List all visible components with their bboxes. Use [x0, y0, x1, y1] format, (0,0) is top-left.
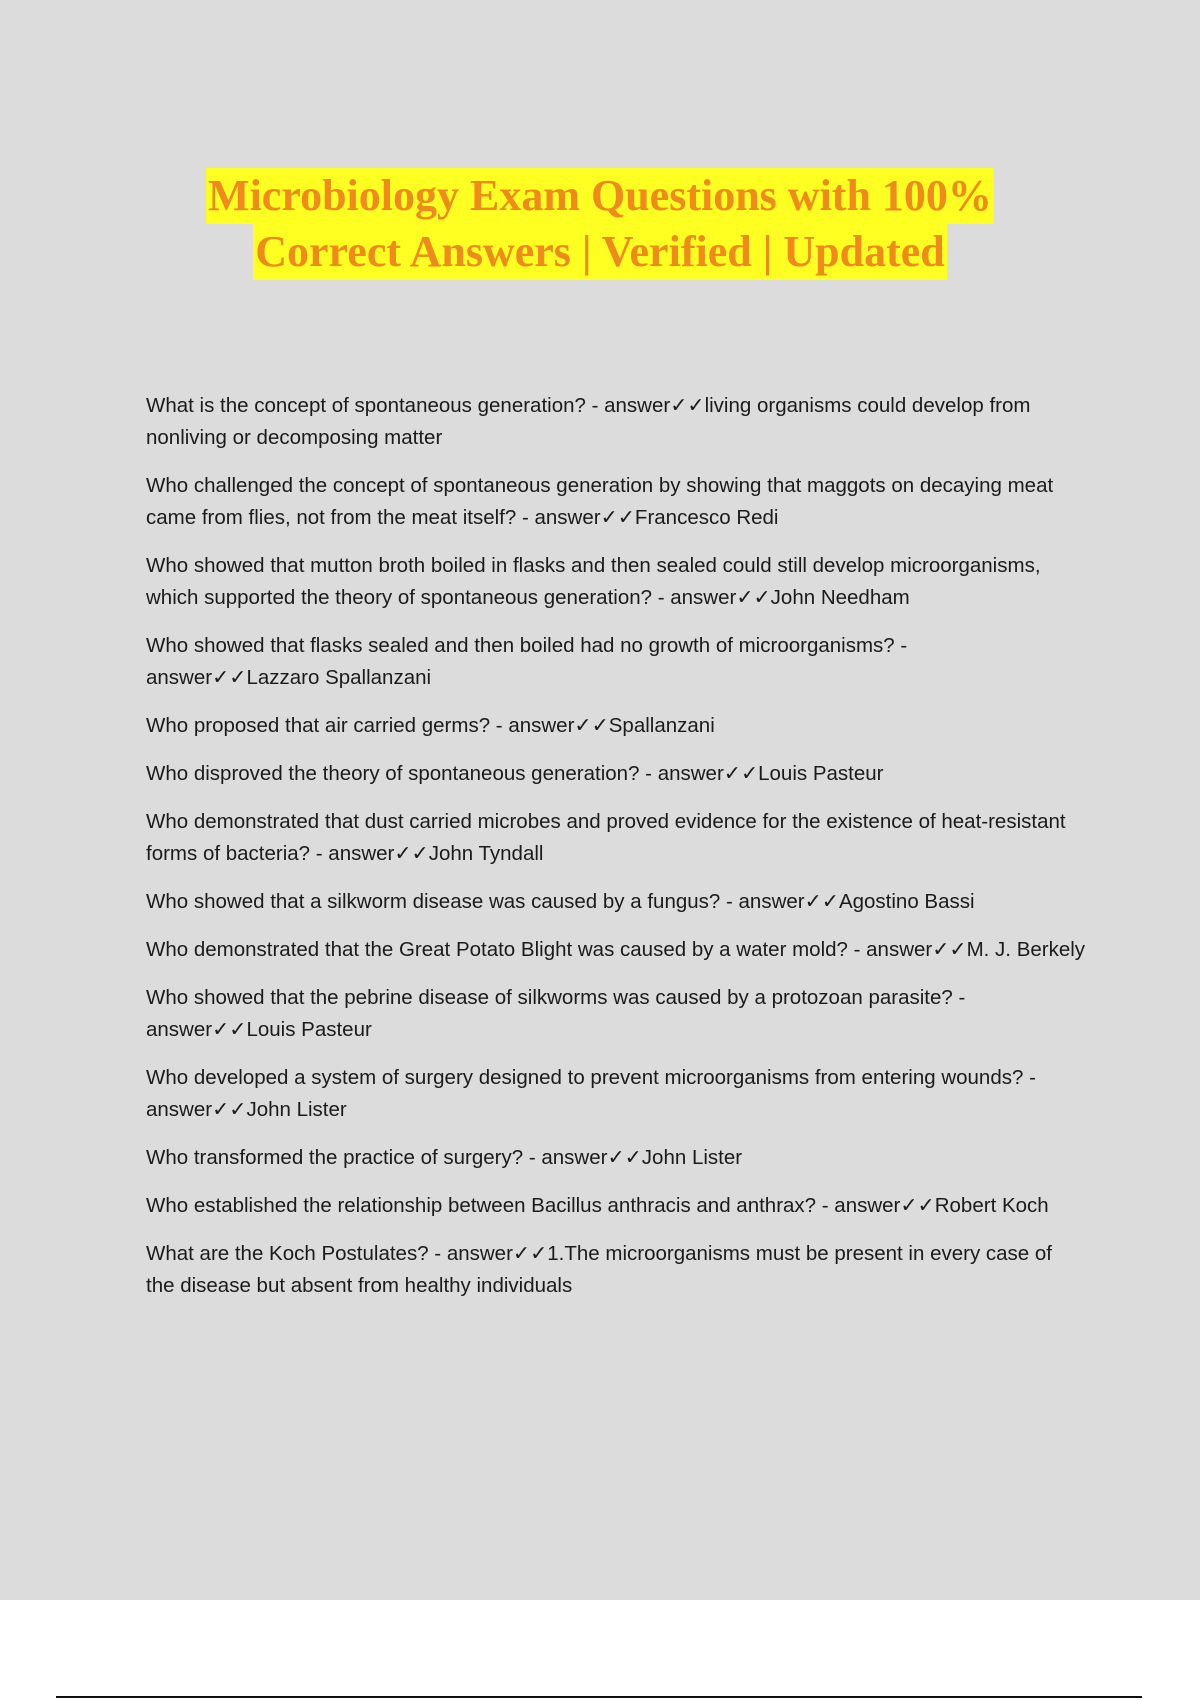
question-answer-list — [146, 390, 1086, 1318]
qa-item: Who showed that a silkworm disease was caused by a fungus? - answer✓✓Agostino Bassi — [146, 890, 975, 913]
qa-item: Who showed that mutton broth boiled in flasks and then sealed could still develop microorganisms, which supported the theory of spontaneous generation? - answer✓✓John Needham — [146, 554, 1041, 609]
qa-item: Who challenged the concept of spontaneous generation by showing that maggots on decaying meat came from flies, not from the meat itself? - answer✓✓Francesco Redi — [146, 474, 1054, 529]
qa-item: Who showed that flasks sealed and then boiled had no growth of microorganisms? - answer✓✓Lazzaro Spallanzani — [146, 634, 908, 689]
qa-item: Who transformed the practice of surgery? - answer✓✓John Lister — [146, 1146, 743, 1169]
qa-item: What are the Koch Postulates? - answer✓✓1.The microorganisms must be present in every case of the disease but absent from healthy individuals — [146, 1242, 1053, 1297]
qa-item: Who disproved the theory of spontaneous generation? - answer✓✓Louis Pasteur — [146, 762, 884, 785]
qa-item: Who demonstrated that dust carried microbes and proved evidence for the existence of heat-resistant forms of bacteria? - answer✓✓John Tyndall — [146, 810, 1066, 865]
qa-item: Who demonstrated that the Great Potato Blight was caused by a water mold? - answer✓✓M. J. Berkely — [146, 938, 1086, 961]
qa-item: What is the concept of spontaneous generation? - answer✓✓living organisms could develop from nonliving or decomposing matter — [146, 394, 1031, 449]
footer-divider — [56, 1696, 1142, 1698]
qa-item: Who developed a system of surgery designed to prevent microorganisms from entering wounds? - answer✓✓John Lister — [146, 1066, 1036, 1121]
qa-item: Who established the relationship between Bacillus anthracis and anthrax? - answer✓✓Robert Koch — [146, 1194, 1049, 1217]
qa-item: Who showed that the pebrine disease of silkworms was caused by a protozoan parasite? - answer✓✓Louis Pasteur — [146, 986, 966, 1041]
document-title — [0, 168, 1200, 280]
qa-item: Who proposed that air carried germs? - answer✓✓Spallanzani — [146, 714, 715, 737]
title-line-1: Microbiology Exam Questions with 100% — [206, 168, 994, 224]
title-line-2: Correct Answers | Verified | Updated — [253, 224, 947, 280]
